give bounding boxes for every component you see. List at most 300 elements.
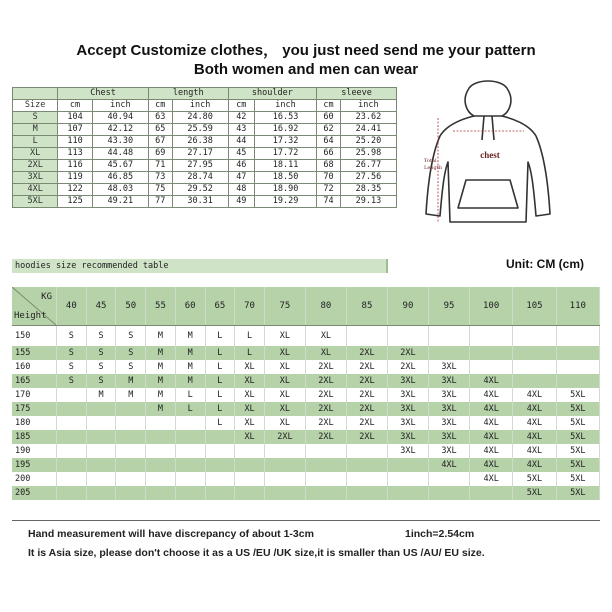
measure-cell: 113	[58, 148, 93, 160]
size-cell: 3XL	[428, 416, 469, 430]
size-cell	[264, 444, 305, 458]
weight-header: 55	[146, 287, 176, 326]
height-cell: 185	[12, 430, 57, 444]
size-cell	[305, 458, 346, 472]
size-cell: M	[175, 346, 205, 360]
size-cell: 4XL	[513, 416, 556, 430]
size-cell: M	[175, 360, 205, 374]
size-cell: 5XL	[556, 458, 599, 472]
table-row	[12, 326, 600, 346]
size-cell: 2XL	[346, 388, 387, 402]
size-cell	[428, 486, 469, 500]
size-cell: XL	[235, 360, 265, 374]
size-cell	[428, 346, 469, 360]
size-cell: S	[57, 360, 87, 374]
measure-cell: 119	[58, 172, 93, 184]
measure-cell: 116	[58, 160, 93, 172]
size-cell: 3XL	[387, 374, 428, 388]
measure-cell: 66	[317, 148, 341, 160]
size-cell: XL	[264, 360, 305, 374]
measure-cell: 45	[228, 148, 254, 160]
measure-cell: 43	[228, 124, 254, 136]
size-cell	[428, 326, 469, 346]
size-cell: 2XL	[346, 374, 387, 388]
measure-cell: 77	[148, 196, 172, 208]
unit-header: inch	[254, 100, 316, 112]
size-cell: L	[205, 416, 235, 430]
size-cell	[116, 458, 146, 472]
size-cell: 4XL	[513, 388, 556, 402]
size-cell: 3XL	[428, 360, 469, 374]
size-cell	[86, 416, 116, 430]
size-cell: S	[116, 360, 146, 374]
size-cell	[86, 444, 116, 458]
size-cell: 3XL	[428, 374, 469, 388]
size-cell	[235, 458, 265, 472]
size-cell: 3XL	[387, 416, 428, 430]
size-cell: 4XL	[470, 388, 513, 402]
size-cell: M	[86, 388, 116, 402]
group-header: length	[148, 88, 228, 100]
unit-header: cm	[228, 100, 254, 112]
measure-cell: 27.17	[172, 148, 228, 160]
measure-cell: 68	[317, 160, 341, 172]
height-cell: 190	[12, 444, 57, 458]
table-row	[12, 346, 600, 360]
size-cell	[175, 430, 205, 444]
size-cell	[387, 472, 428, 486]
size-cell	[264, 486, 305, 500]
hoodie-icon	[418, 76, 558, 226]
size-cell: XL	[235, 402, 265, 416]
measure-cell: 26.38	[172, 136, 228, 148]
size-cell: 5XL	[556, 444, 599, 458]
size-cell: M	[146, 402, 176, 416]
size-cell: 2XL	[346, 402, 387, 416]
size-cell	[346, 444, 387, 458]
group-header: sleeve	[317, 88, 397, 100]
measure-cell: 42.12	[92, 124, 148, 136]
measure-cell: 16.92	[254, 124, 316, 136]
measure-cell: 47	[228, 172, 254, 184]
size-cell: 3XL	[428, 430, 469, 444]
size-cell: 4XL	[470, 402, 513, 416]
table-row	[12, 416, 600, 430]
size-cell	[470, 360, 513, 374]
measure-cell: 48.03	[92, 184, 148, 196]
size-cell	[86, 486, 116, 500]
measure-cell: 29.52	[172, 184, 228, 196]
size-cell: XL	[264, 374, 305, 388]
table-row	[12, 486, 600, 500]
size-cell	[470, 486, 513, 500]
weight-header: 95	[428, 287, 469, 326]
size-cell	[387, 486, 428, 500]
size-cell: 4XL	[470, 472, 513, 486]
size-cell	[556, 326, 599, 346]
size-cell	[556, 360, 599, 374]
size-cell: S	[116, 346, 146, 360]
measure-cell: 45.67	[92, 160, 148, 172]
measure-cell: 75	[148, 184, 172, 196]
measure-cell: 18.50	[254, 172, 316, 184]
size-cell: M	[146, 346, 176, 360]
measure-cell: 125	[58, 196, 93, 208]
measure-cell: 17.32	[254, 136, 316, 148]
size-cell	[86, 402, 116, 416]
size-cell	[513, 374, 556, 388]
measure-cell: 48	[228, 184, 254, 196]
measure-cell: 62	[317, 124, 341, 136]
unit-header: cm	[148, 100, 172, 112]
measure-cell: 42	[228, 112, 254, 124]
size-cell: M	[116, 388, 146, 402]
height-cell: 180	[12, 416, 57, 430]
measure-cell: 71	[148, 160, 172, 172]
weight-header: 45	[86, 287, 116, 326]
size-cell: 2XL	[305, 402, 346, 416]
table-row	[12, 374, 600, 388]
size-cell	[146, 472, 176, 486]
size-cell	[387, 458, 428, 472]
weight-header: 60	[175, 287, 205, 326]
height-label: Height	[14, 311, 47, 321]
size-cell	[235, 472, 265, 486]
size-cell	[175, 472, 205, 486]
size-cell	[57, 430, 87, 444]
measure-cell: 74	[317, 196, 341, 208]
size-cell	[57, 472, 87, 486]
size-cell: L	[235, 326, 265, 346]
measure-cell: 73	[148, 172, 172, 184]
table-row	[12, 402, 600, 416]
size-cell	[116, 402, 146, 416]
size-cell	[86, 430, 116, 444]
measure-cell: 17.72	[254, 148, 316, 160]
measure-cell: 27.95	[172, 160, 228, 172]
size-cell: 4XL	[513, 444, 556, 458]
unit-header: cm	[317, 100, 341, 112]
size-cell: 5XL	[556, 402, 599, 416]
size-cell: S	[86, 326, 116, 346]
size-cell: XL	[235, 388, 265, 402]
table-row	[13, 160, 397, 172]
size-cell	[175, 458, 205, 472]
measure-cell: 16.53	[254, 112, 316, 124]
height-cell: 205	[12, 486, 57, 500]
size-cell: XL	[235, 430, 265, 444]
size-cell	[205, 486, 235, 500]
size-cell	[175, 486, 205, 500]
size-cell: 3XL	[387, 430, 428, 444]
measure-cell: 107	[58, 124, 93, 136]
measure-cell: 69	[148, 148, 172, 160]
size-cell: 2XL	[305, 360, 346, 374]
unit-header: inch	[172, 100, 228, 112]
headline-customize: Accept Customize clothes， you just need send me your pattern	[76, 42, 536, 59]
measure-cell: 65	[148, 124, 172, 136]
size-cell	[387, 326, 428, 346]
table-row	[13, 196, 397, 208]
size-cell: S	[57, 346, 87, 360]
measure-cell: 18.90	[254, 184, 316, 196]
table-row	[12, 472, 600, 486]
measure-cell: 24.41	[340, 124, 396, 136]
size-cell: XL	[264, 346, 305, 360]
weight-header: 80	[305, 287, 346, 326]
size-cell: XL	[235, 416, 265, 430]
size-cell: 2XL	[387, 360, 428, 374]
size-cell: M	[13, 124, 58, 136]
size-cell	[116, 416, 146, 430]
size-cell	[57, 416, 87, 430]
size-cell	[86, 458, 116, 472]
size-cell: S	[13, 112, 58, 124]
size-cell: 2XL	[346, 416, 387, 430]
size-cell: L	[205, 374, 235, 388]
measure-cell: 104	[58, 112, 93, 124]
measure-cell: 63	[148, 112, 172, 124]
size-cell	[86, 472, 116, 486]
size-cell	[116, 444, 146, 458]
group-header: shoulder	[228, 88, 316, 100]
asia-size-note: It is Asia size, please don't choose it as a US /EU /UK size,it is smaller than US /AU/ EU size.	[28, 547, 485, 559]
size-cell: M	[175, 374, 205, 388]
measure-cell: 46.85	[92, 172, 148, 184]
size-cell: XL	[13, 148, 58, 160]
size-cell	[346, 458, 387, 472]
size-cell	[116, 486, 146, 500]
height-cell: 195	[12, 458, 57, 472]
size-cell	[146, 458, 176, 472]
size-cell	[556, 374, 599, 388]
size-cell: 3XL	[428, 402, 469, 416]
measure-cell: 49	[228, 196, 254, 208]
table-corner	[12, 287, 57, 326]
kg-label: KG	[41, 292, 52, 302]
size-cell: L	[205, 360, 235, 374]
size-cell	[205, 444, 235, 458]
size-cell	[305, 444, 346, 458]
measure-cell: 60	[317, 112, 341, 124]
weight-header: 110	[556, 287, 599, 326]
size-cell: XL	[264, 416, 305, 430]
size-cell: L	[175, 402, 205, 416]
table-corner	[13, 88, 58, 100]
size-cell: 3XL	[387, 444, 428, 458]
size-cell: M	[116, 374, 146, 388]
size-cell	[175, 416, 205, 430]
unit-header: inch	[92, 100, 148, 112]
size-cell	[146, 486, 176, 500]
height-cell: 150	[12, 326, 57, 346]
table-row	[12, 388, 600, 402]
size-cell	[57, 388, 87, 402]
table-row	[12, 444, 600, 458]
size-cell: L	[205, 346, 235, 360]
unit-header: inch	[340, 100, 396, 112]
size-cell: S	[86, 374, 116, 388]
size-cell: M	[175, 326, 205, 346]
total-length-label-2: Length	[424, 165, 442, 171]
recommend-table	[12, 287, 600, 500]
weight-header: 100	[470, 287, 513, 326]
size-cell: 3XL	[387, 388, 428, 402]
size-cell	[57, 458, 87, 472]
measure-cell: 44	[228, 136, 254, 148]
measure-cell: 122	[58, 184, 93, 196]
size-cell: 5XL	[556, 416, 599, 430]
size-cell: L	[13, 136, 58, 148]
size-cell: XL	[264, 388, 305, 402]
size-cell: 5XL	[513, 486, 556, 500]
size-cell: 3XL	[387, 402, 428, 416]
measure-cell: 25.98	[340, 148, 396, 160]
size-cell: L	[235, 346, 265, 360]
size-cell: M	[146, 388, 176, 402]
measure-cell: 70	[317, 172, 341, 184]
size-cell	[556, 346, 599, 360]
weight-header: 105	[513, 287, 556, 326]
table-row	[13, 172, 397, 184]
size-cell: L	[205, 402, 235, 416]
size-header: Size	[13, 100, 58, 112]
size-cell: 5XL	[556, 486, 599, 500]
height-cell: 175	[12, 402, 57, 416]
measure-cell: 64	[317, 136, 341, 148]
table-row	[12, 360, 600, 374]
weight-header: 50	[116, 287, 146, 326]
size-cell	[305, 486, 346, 500]
size-cell: 4XL	[428, 458, 469, 472]
size-cell: 2XL	[387, 346, 428, 360]
table-row	[13, 136, 397, 148]
size-cell: 3XL	[13, 172, 58, 184]
size-cell: L	[205, 326, 235, 346]
size-cell	[57, 486, 87, 500]
divider	[12, 520, 600, 521]
size-cell: 2XL	[264, 430, 305, 444]
size-cell	[264, 472, 305, 486]
table-row	[12, 458, 600, 472]
size-cell	[175, 444, 205, 458]
size-cell: 4XL	[470, 416, 513, 430]
measure-cell: 28.74	[172, 172, 228, 184]
height-cell: 155	[12, 346, 57, 360]
headline-unisex: Both women and men can wear	[193, 61, 419, 78]
size-cell: S	[116, 326, 146, 346]
size-cell	[205, 458, 235, 472]
measure-cell: 43.30	[92, 136, 148, 148]
size-cell	[346, 472, 387, 486]
measure-cell: 46	[228, 160, 254, 172]
size-cell: 4XL	[513, 430, 556, 444]
size-cell: 4XL	[470, 374, 513, 388]
weight-header: 40	[57, 287, 87, 326]
height-cell: 200	[12, 472, 57, 486]
measure-cell: 18.11	[254, 160, 316, 172]
weight-header: 85	[346, 287, 387, 326]
table-row	[13, 148, 397, 160]
measure-cell: 23.62	[340, 112, 396, 124]
measure-cell: 25.20	[340, 136, 396, 148]
size-cell	[235, 444, 265, 458]
size-cell: M	[146, 360, 176, 374]
size-cell: 4XL	[470, 458, 513, 472]
size-cell	[57, 402, 87, 416]
table-row	[13, 112, 397, 124]
size-cell	[428, 472, 469, 486]
table-row	[12, 430, 600, 444]
size-cell	[146, 430, 176, 444]
table-row	[13, 124, 397, 136]
size-cell: 2XL	[346, 360, 387, 374]
unit-header: cm	[58, 100, 93, 112]
measure-cell: 29.13	[340, 196, 396, 208]
size-cell	[513, 360, 556, 374]
size-cell: 4XL	[513, 458, 556, 472]
size-cell: L	[175, 388, 205, 402]
size-cell	[146, 416, 176, 430]
size-cell: 2XL	[13, 160, 58, 172]
size-cell	[470, 346, 513, 360]
size-cell	[346, 486, 387, 500]
measure-cell: 30.31	[172, 196, 228, 208]
height-cell: 170	[12, 388, 57, 402]
measure-cell: 24.80	[172, 112, 228, 124]
measure-cell: 49.21	[92, 196, 148, 208]
height-cell: 160	[12, 360, 57, 374]
size-cell: 4XL	[513, 402, 556, 416]
size-cell	[205, 430, 235, 444]
size-cell: L	[205, 388, 235, 402]
unit-label: Unit: CM (cm)	[506, 257, 584, 271]
size-cell: 2XL	[305, 430, 346, 444]
inch-conversion-note: 1inch=2.54cm	[405, 528, 475, 540]
size-cell: 4XL	[13, 184, 58, 196]
measure-cell: 19.29	[254, 196, 316, 208]
size-cell	[346, 326, 387, 346]
size-cell: 2XL	[305, 416, 346, 430]
size-cell: S	[86, 346, 116, 360]
height-cell: 165	[12, 374, 57, 388]
size-cell	[146, 444, 176, 458]
size-cell: 2XL	[346, 346, 387, 360]
size-cell: 2XL	[305, 374, 346, 388]
size-cell	[513, 346, 556, 360]
size-cell: 2XL	[305, 388, 346, 402]
size-cell	[116, 472, 146, 486]
size-cell	[235, 486, 265, 500]
size-cell	[305, 472, 346, 486]
size-cell	[57, 444, 87, 458]
measure-cell: 67	[148, 136, 172, 148]
size-cell: 4XL	[470, 444, 513, 458]
size-cell: 5XL	[556, 388, 599, 402]
size-cell	[264, 458, 305, 472]
measure-cell: 25.59	[172, 124, 228, 136]
size-cell: XL	[305, 326, 346, 346]
size-cell: XL	[264, 326, 305, 346]
measure-cell: 27.56	[340, 172, 396, 184]
weight-header: 75	[264, 287, 305, 326]
recommend-table-label: hoodies size recommended table	[12, 259, 388, 273]
size-cell	[470, 326, 513, 346]
group-header: Chest	[58, 88, 149, 100]
table-row	[13, 184, 397, 196]
size-cell: 5XL	[556, 472, 599, 486]
size-cell: 3XL	[428, 444, 469, 458]
